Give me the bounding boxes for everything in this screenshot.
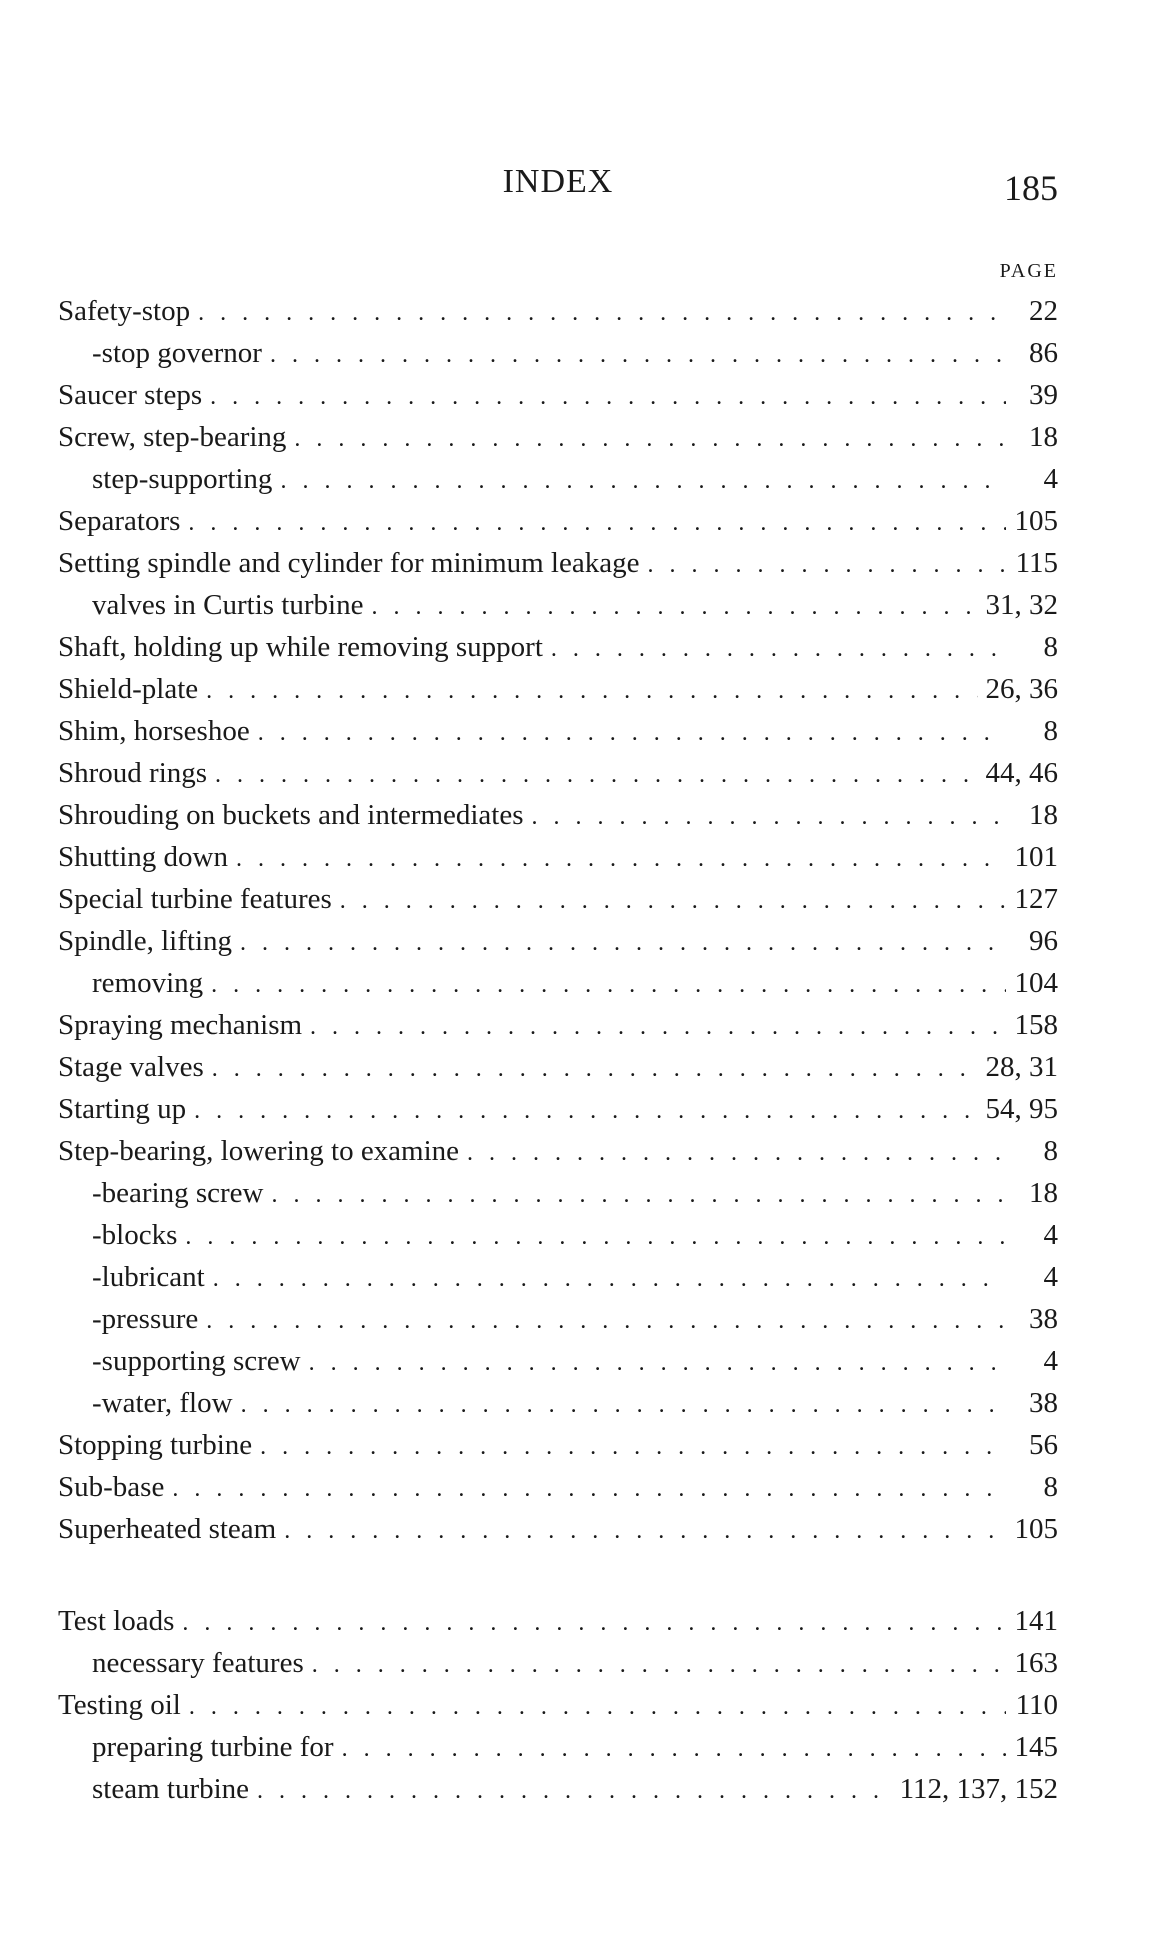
entry-term: Testing oil [58,1689,181,1721]
entry-term: Shroud rings [58,757,208,789]
dot-leader [467,1132,1006,1174]
entry-term: Shim, horseshoe [58,715,250,747]
entry-term: preparing turbine for [92,1731,334,1763]
index-subentry [58,1642,1058,1684]
index-subentry [58,1172,1058,1214]
dot-leader [270,334,1006,376]
dot-leader [215,754,977,796]
letter-group-gap [58,1550,1058,1600]
entry-term: Shutting down [58,841,228,873]
entry-term: -blocks [92,1219,178,1251]
dot-leader [185,1216,1006,1258]
index-entry [58,668,1058,710]
entry-pages: 18 [1029,799,1058,831]
entry-pages: 101 [1014,841,1058,873]
index-entry [58,1684,1058,1726]
entry-pages: 8 [1043,1135,1058,1167]
dot-leader [310,1006,1006,1048]
page-title: INDEX [502,163,614,200]
entry-term: -supporting screw [92,1345,301,1377]
dot-leader [342,1728,1006,1770]
index-subentry [58,458,1058,500]
dot-leader [198,292,1006,334]
entry-pages: 127 [1014,883,1058,915]
entry-pages: 44, 46 [985,757,1058,789]
index-subentry [58,332,1058,374]
dot-leader [647,544,1006,586]
entry-term: -bearing screw [92,1177,264,1209]
dot-leader [284,1510,1006,1552]
index-subentry [58,1768,1058,1810]
entry-pages: 96 [1029,925,1058,957]
index-entry [58,1004,1058,1046]
entry-pages: 8 [1043,715,1058,747]
index-entry [58,836,1058,878]
index-subentry [58,1298,1058,1340]
index-entry [58,1088,1058,1130]
entry-pages: 4 [1043,1345,1058,1377]
dot-leader [258,712,1006,754]
entry-term: -water, flow [92,1387,233,1419]
entry-term: Step-bearing, lowering to examine [58,1135,460,1167]
entry-term: Shield-plate [58,673,199,705]
entry-pages: 38 [1029,1303,1058,1335]
entry-pages: 110 [1015,1689,1058,1721]
entry-term: -pressure [92,1303,199,1335]
index-subentry [58,1382,1058,1424]
entry-term: Setting spindle and cylinder for minimum leakage [58,547,640,579]
entry-pages: 31, 32 [985,589,1058,621]
entry-term: steam turbine [92,1773,250,1805]
entry-pages: 26, 36 [985,673,1058,705]
index-entry [58,1508,1058,1550]
dot-leader [532,796,1006,838]
entry-term: step-supporting [92,463,273,495]
entry-pages: 38 [1029,1387,1058,1419]
entry-term: Test loads [58,1605,175,1637]
index-entry [58,1130,1058,1172]
entry-pages: 141 [1014,1605,1058,1637]
entry-term: Shaft, holding up while removing support [58,631,543,663]
entry-term: Saucer steps [58,379,203,411]
entry-pages: 105 [1014,505,1058,537]
index-subentry [58,1340,1058,1382]
dot-leader [309,1342,1006,1384]
entry-pages: 18 [1029,421,1058,453]
index-entry [58,1600,1058,1642]
index-list [58,290,1058,1810]
dot-leader [189,1686,1006,1728]
dot-leader [172,1468,1006,1510]
entry-pages: 8 [1043,631,1058,663]
index-entry [58,1466,1058,1508]
index-entry [58,710,1058,752]
dot-leader [294,418,1006,460]
dot-leader [257,1770,892,1812]
entry-term: Spindle, lifting [58,925,232,957]
entry-term: Special turbine features [58,883,332,915]
entry-pages: 56 [1029,1429,1058,1461]
dot-leader [240,922,1006,964]
entry-term: Screw, step-bearing [58,421,287,453]
index-entry [58,920,1058,962]
entry-pages: 4 [1043,1261,1058,1293]
dot-leader [188,502,1006,544]
index-entry [58,500,1058,542]
entry-pages: 22 [1029,295,1058,327]
entry-pages: 4 [1043,1219,1058,1251]
dot-leader [241,1384,1006,1426]
entry-pages: 104 [1014,967,1058,999]
entry-term: -lubricant [92,1261,205,1293]
index-entry [58,374,1058,416]
entry-pages: 112, 137, 152 [899,1773,1058,1805]
index-subentry [58,962,1058,1004]
dot-leader [280,460,1006,502]
entry-term: removing [92,967,204,999]
entry-term: Sub-base [58,1471,165,1503]
dot-leader [236,838,1006,880]
index-subentry [58,1214,1058,1256]
entry-pages: 28, 31 [985,1051,1058,1083]
entry-pages: 8 [1043,1471,1058,1503]
page-number: 185 [1004,168,1058,208]
entry-pages: 39 [1029,379,1058,411]
entry-pages: 105 [1014,1513,1058,1545]
entry-term: -stop governor [92,337,262,369]
index-entry [58,290,1058,332]
dot-leader [212,1048,978,1090]
entry-term: Stopping turbine [58,1429,253,1461]
dot-leader [260,1426,1006,1468]
entry-pages: 86 [1029,337,1058,369]
entry-pages: 115 [1015,547,1058,579]
entry-term: Safety-stop [58,295,191,327]
entry-term: Separators [58,505,181,537]
entry-term: Shrouding on buckets and intermediates [58,799,524,831]
index-entry [58,878,1058,920]
dot-leader [371,586,977,628]
dot-leader [213,1258,1006,1300]
index-entry [58,1424,1058,1466]
entry-term: necessary features [92,1647,304,1679]
index-entry [58,752,1058,794]
index-entry [58,542,1058,584]
dot-leader [312,1644,1006,1686]
dot-leader [210,376,1006,418]
entry-term: Stage valves [58,1051,204,1083]
index-entry [58,626,1058,668]
index-entry [58,1046,1058,1088]
dot-leader [272,1174,1007,1216]
entry-pages: 145 [1014,1731,1058,1763]
index-entry [58,416,1058,458]
page-column-label: PAGE [999,260,1058,282]
index-subentry [58,1726,1058,1768]
dot-leader [182,1602,1006,1644]
dot-leader [206,670,977,712]
entry-pages: 4 [1043,463,1058,495]
entry-term: valves in Curtis turbine [92,589,364,621]
index-subentry [58,584,1058,626]
dot-leader [206,1300,1006,1342]
dot-leader [211,964,1006,1006]
dot-leader [340,880,1006,922]
entry-pages: 18 [1029,1177,1058,1209]
dot-leader [551,628,1006,670]
entry-term: Spraying mechanism [58,1009,303,1041]
dot-leader [194,1090,977,1132]
entry-term: Starting up [58,1093,187,1125]
entry-pages: 163 [1014,1647,1058,1679]
running-head [58,163,1058,211]
index-entry [58,794,1058,836]
entry-pages: 54, 95 [985,1093,1058,1125]
index-subentry [58,1256,1058,1298]
entry-pages: 158 [1014,1009,1058,1041]
entry-term: Superheated steam [58,1513,277,1545]
